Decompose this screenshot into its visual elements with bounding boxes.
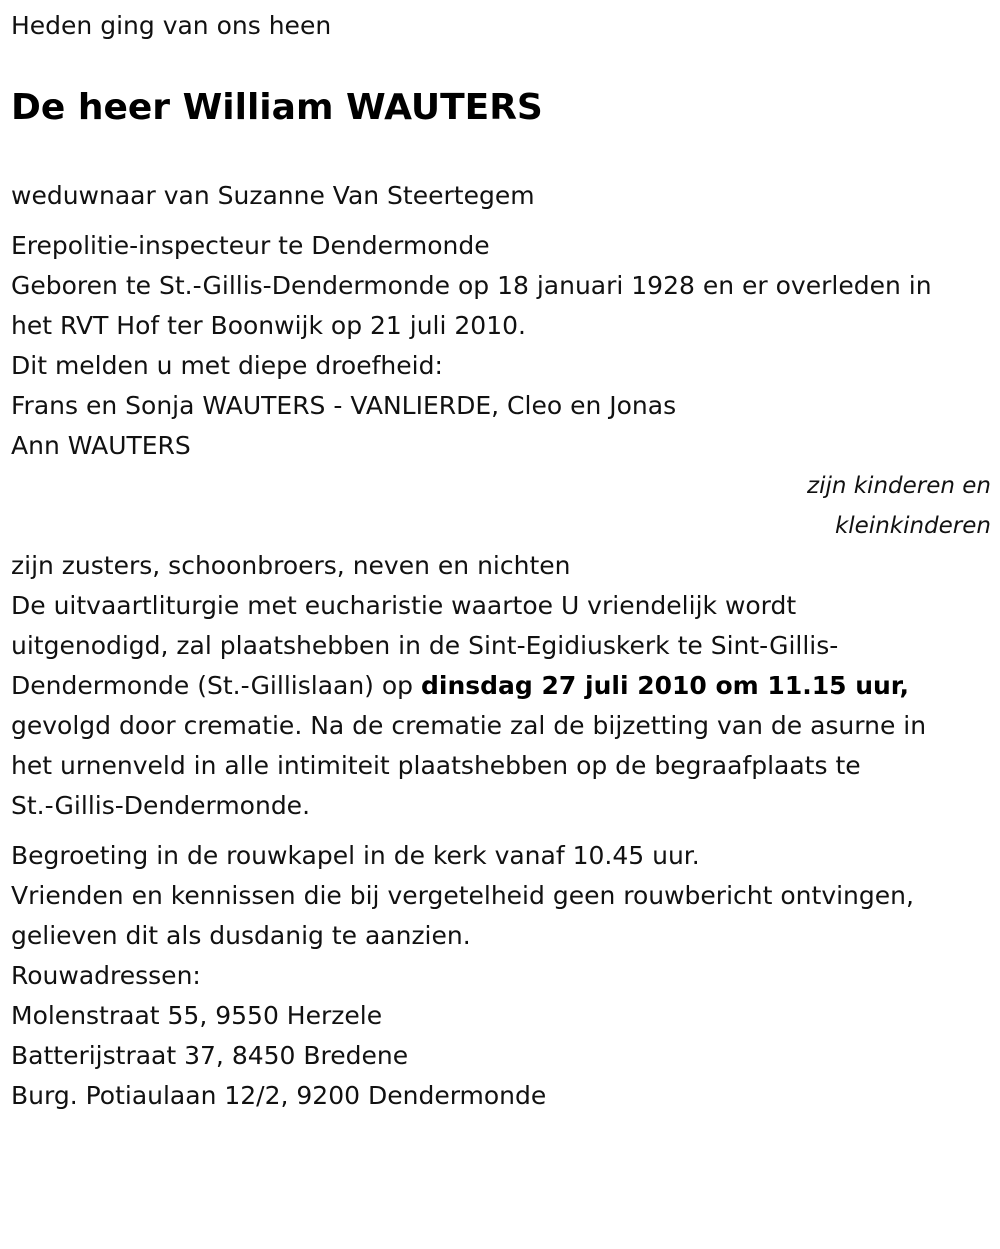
- relatives-line: zijn zusters, schoonbroers, neven en nichten: [11, 551, 571, 580]
- funeral-date-time: dinsdag 27 juli 2010 om 11.15 uur,: [421, 671, 909, 700]
- addresses-heading: Rouwadressen:: [11, 961, 201, 990]
- relation-label: [11, 466, 991, 546]
- birth-death-line-1: Geboren te St.-Gillis-Dendermonde op 18 januari 1928 en er overleden in: [11, 271, 932, 300]
- address-item: Burg. Potiaulaan 12/2, 9200 Dendermonde: [11, 1081, 547, 1110]
- announcement-intro: Dit melden u met diepe droefheid:: [11, 351, 443, 380]
- family-line-2: Ann WAUTERS: [11, 431, 191, 460]
- address-item: Molenstraat 55, 9550 Herzele: [11, 1001, 383, 1030]
- address-item: Batterijstraat 37, 8450 Bredene: [11, 1041, 409, 1070]
- funeral-line-1: De uitvaartliturgie met eucharistie waartoe U vriendelijk wordt: [11, 591, 797, 620]
- notice-line-1: Vrienden en kennissen die bij vergetelheid geen rouwbericht ontvingen,: [11, 881, 914, 910]
- obituary-content: [11, 6, 991, 1116]
- greeting-line: Begroeting in de rouwkapel in de kerk vanaf 10.45 uur.: [11, 841, 700, 870]
- announcement-block: [11, 346, 991, 586]
- profession-line: Erepolitie-inspecteur te Dendermonde: [11, 231, 490, 260]
- birth-death-line-2: het RVT Hof ter Boonwijk op 21 juli 2010.: [11, 311, 526, 340]
- funeral-location: Dendermonde (St.-Gillislaan) op: [11, 671, 421, 700]
- intro-text: Heden ging van ons heen: [11, 11, 332, 40]
- funeral-line-3: [11, 666, 991, 706]
- family-line-1: Frans en Sonja WAUTERS - VANLIERDE, Cleo en Jonas: [11, 391, 677, 420]
- deceased-name: De heer William WAUTERS: [11, 87, 543, 128]
- relation-line-1: zijn kinderen en: [807, 473, 991, 499]
- funeral-line-2: uitgenodigd, zal plaatshebben in de Sint-Egidiuskerk te Sint-Gillis-: [11, 631, 839, 660]
- notice-paragraph: [11, 876, 991, 956]
- birth-death-paragraph: [11, 266, 991, 346]
- addresses-block: [11, 956, 991, 1116]
- funeral-line-6: St.-Gillis-Dendermonde.: [11, 791, 311, 820]
- notice-line-2: gelieven dit als dusdanig te aanzien.: [11, 921, 471, 950]
- widower-line: weduwnaar van Suzanne Van Steertegem: [11, 181, 535, 210]
- funeral-line-4: gevolgd door crematie. Na de crematie zal de bijzetting van de asurne in: [11, 711, 927, 740]
- funeral-paragraph: [11, 586, 991, 826]
- funeral-line-5: het urnenveld in alle intimiteit plaatshebben op de begraafplaats te: [11, 751, 861, 780]
- relation-line-2: kleinkinderen: [834, 513, 991, 539]
